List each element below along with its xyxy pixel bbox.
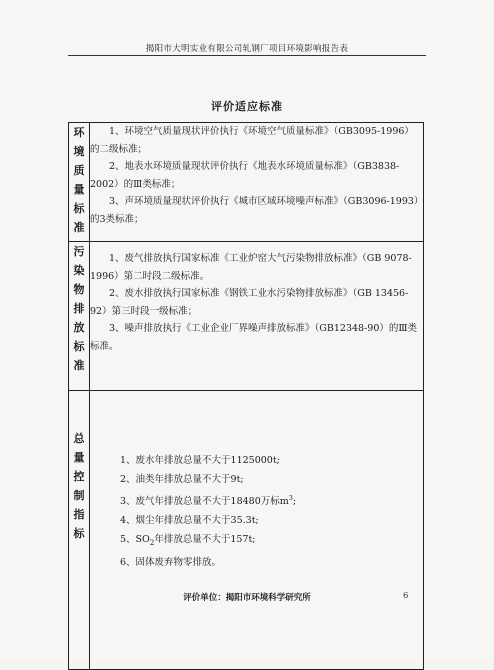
list-item: 1、环境空气质量现状评价执行《环境空气质量标准》（GB3095-1996）的二级标准； xyxy=(90,126,414,155)
label-char: 总 xyxy=(73,432,85,445)
label-char: 标 xyxy=(73,527,85,540)
page-number: 6 xyxy=(403,591,409,601)
list-item: 1、废气排放执行国家标准《工业炉窑大气污染物排放标准》（GB 9078-1996）第二时段二级标准。 xyxy=(90,253,412,282)
table-row-environment-quality xyxy=(69,123,424,242)
row-label-total-control xyxy=(69,391,90,670)
list-item: 6、固体废弃物零排放。 xyxy=(120,557,222,569)
list-item-tail: 年排放总量不大于157t; xyxy=(154,534,256,546)
label-char: 污 xyxy=(73,245,85,258)
label-char: 标 xyxy=(73,340,85,353)
superscript: 3 xyxy=(288,494,293,502)
footer-unit: 评价单位：揭阳市环境科学研究所 xyxy=(183,593,311,603)
label-char: 质 xyxy=(73,164,85,177)
list-item: 4、烟尘年排放总量不大于35.3t; xyxy=(120,515,259,527)
row-content-emission-standards xyxy=(90,242,424,391)
list-item-text: 5、SO xyxy=(120,534,150,546)
label-char: 放 xyxy=(73,321,85,334)
list-item: 3、噪声排放执行《工业企业厂界噪声排放标准》（GB12348-90）的Ⅲ类标准。 xyxy=(90,323,418,352)
label-char: 量 xyxy=(73,183,85,196)
label-char: 准 xyxy=(73,221,85,234)
list-item xyxy=(90,489,423,511)
label-char: 量 xyxy=(73,451,85,464)
label-char: 境 xyxy=(73,145,85,158)
label-char: 物 xyxy=(73,283,85,296)
page-title: 评价适应标准 xyxy=(211,100,283,113)
label-char: 指 xyxy=(73,508,85,521)
label-char: 控 xyxy=(73,470,85,483)
row-label-emission-standards xyxy=(69,242,90,391)
label-char: 排 xyxy=(73,302,85,315)
running-header: 揭阳市大明实业有限公司轧钢厂项目环境影响报告表 xyxy=(145,44,349,54)
table-row-emission-standards xyxy=(69,242,424,391)
table-row-total-control xyxy=(69,391,424,670)
list-item: 1、废水年排放总量不大于1125000t; xyxy=(120,455,280,466)
label-char: 制 xyxy=(73,489,85,502)
label-char: 准 xyxy=(73,359,85,372)
label-char: 染 xyxy=(73,264,85,277)
list-item-text: 3、废气年排放总量不大于18480万标m xyxy=(120,496,289,508)
list-item: 2、油类年排放总量不大于9t; xyxy=(120,474,244,485)
list-item: 2、地表水环境质量现状评价执行《地表水环境质量标准》（GB3838-2002）的Ⅲ类标准； xyxy=(90,161,400,190)
header-divider xyxy=(68,55,426,56)
row-content-total-control xyxy=(90,391,424,670)
list-item-tail: ; xyxy=(292,496,297,508)
standards-table xyxy=(68,122,424,670)
row-label-environment-quality xyxy=(69,123,90,242)
label-char: 标 xyxy=(73,202,85,215)
row-content-environment-quality xyxy=(90,123,424,242)
subscript: 2 xyxy=(149,539,155,548)
list-item: 2、废水排放执行国家标准《钢铁工业水污染物排放标准》（GB 13456-92）第三时段一级标准； xyxy=(90,288,409,317)
list-item xyxy=(90,530,423,553)
list-item: 3、声环境质量现状评价执行《城市区域环境噪声标准》（GB3096-1993）的3类标准； xyxy=(90,196,419,225)
label-char: 环 xyxy=(73,126,85,139)
